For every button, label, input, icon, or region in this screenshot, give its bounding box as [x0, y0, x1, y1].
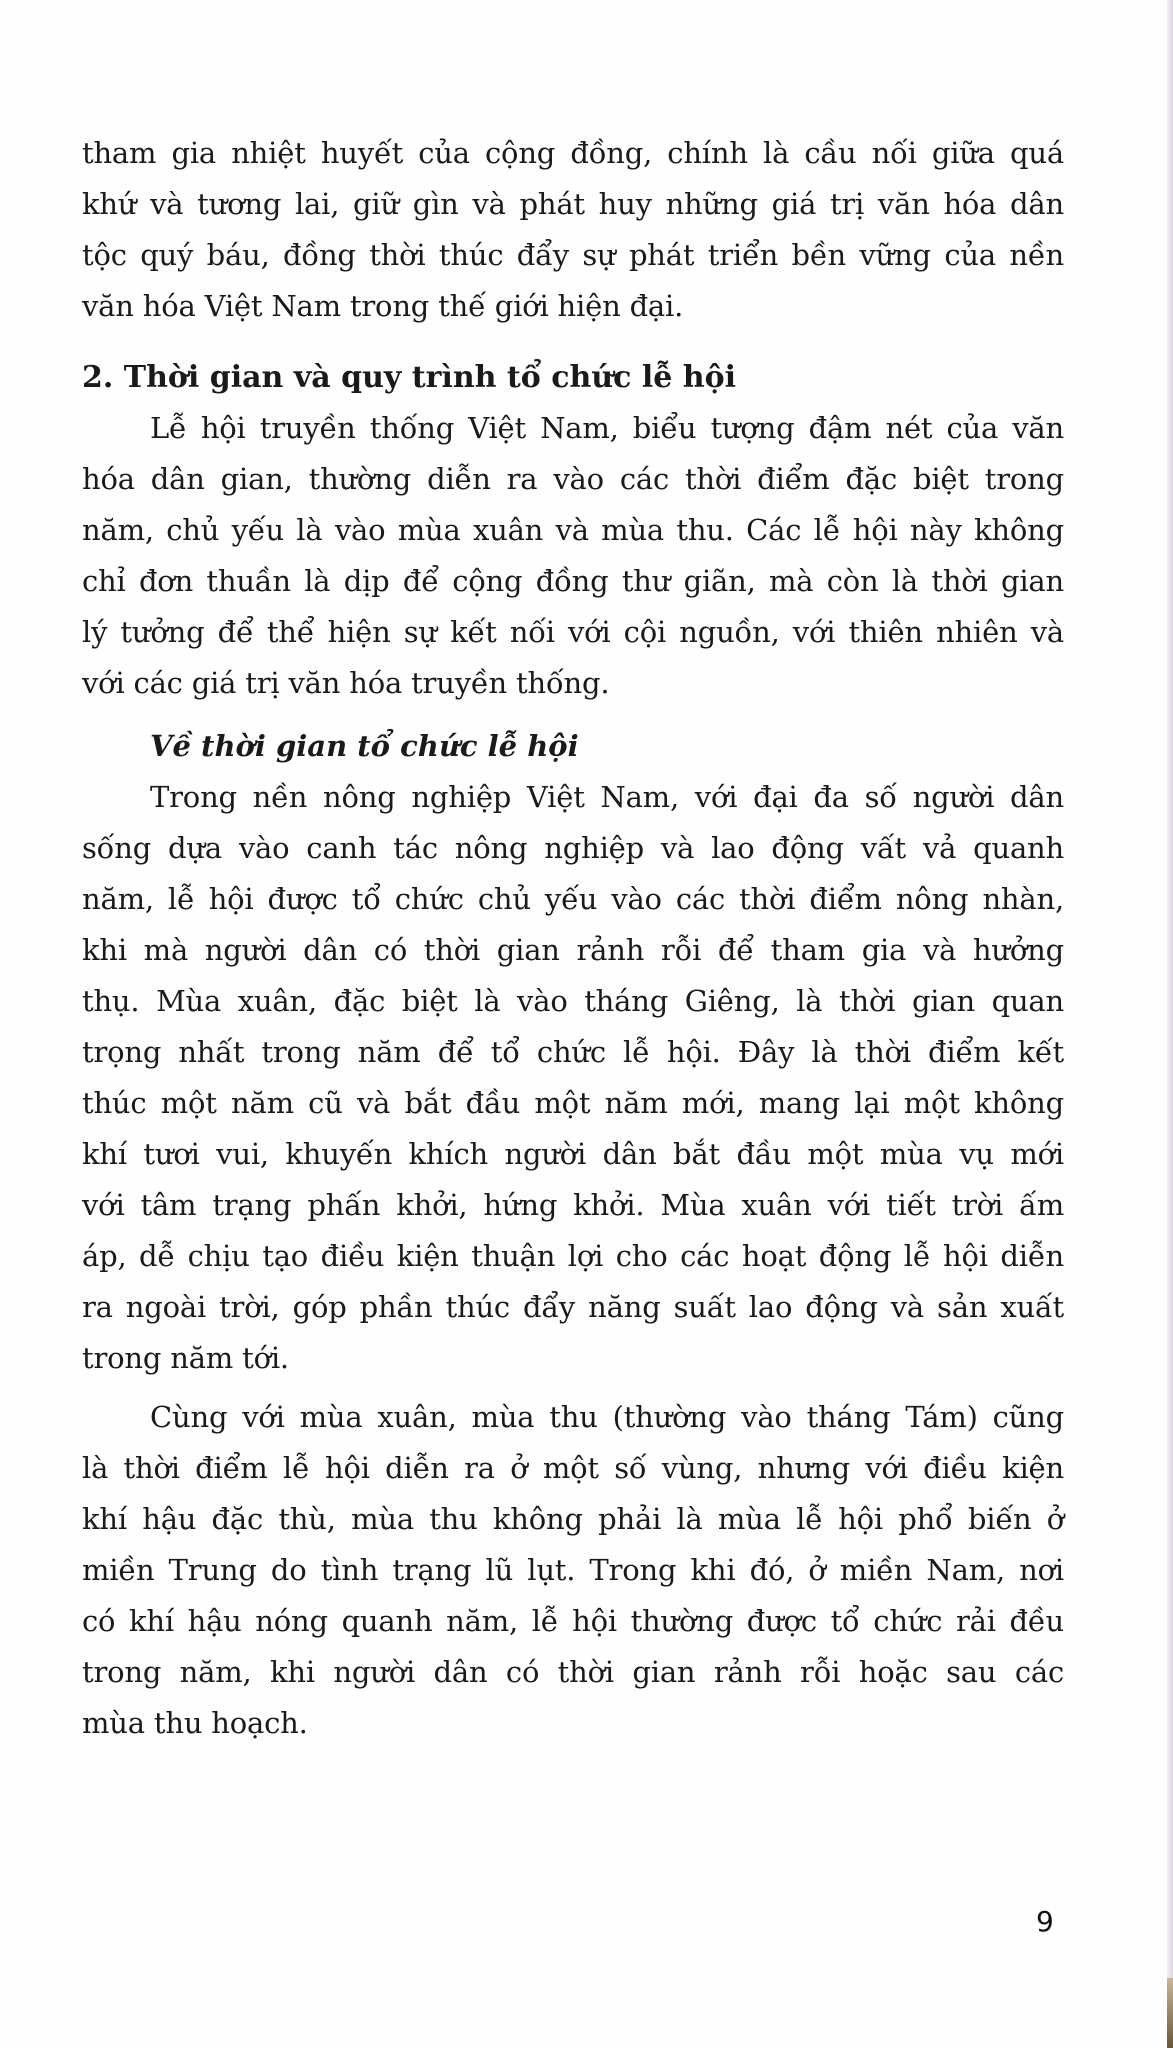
- subsection-heading: Về thời gian tổ chức lễ hội: [150, 729, 579, 763]
- section-heading: 2. Thời gian và quy trình tổ chức lễ hội: [82, 360, 736, 395]
- text-line: áp, dễ chịu tạo điều kiện thuận lợi cho các hoạt động lễ hội diễn: [82, 1239, 1064, 1273]
- text-line: là thời điểm lễ hội diễn ra ở một số vùng, nhưng với điều kiện: [82, 1451, 1064, 1485]
- paragraph-section-intro: [82, 403, 1064, 709]
- page-edge: [1167, 0, 1173, 2048]
- page-number: 9: [1036, 1905, 1054, 1938]
- text-line: Trong nền nông nghiệp Việt Nam, với đại đa số người dân: [150, 780, 1064, 814]
- text-line: trong năm tới.: [82, 1341, 289, 1375]
- text-line: ra ngoài trời, góp phần thúc đẩy năng suất lao động và sản xuất: [82, 1290, 1064, 1324]
- text-line: khứ và tương lai, giữ gìn và phát huy những giá trị văn hóa dân: [82, 187, 1064, 221]
- text-line: năm, lễ hội được tổ chức chủ yếu vào các thời điểm nông nhàn,: [82, 882, 1064, 916]
- text-line: năm, chủ yếu là vào mùa xuân và mùa thu. Các lễ hội này không: [82, 513, 1064, 547]
- text-line: với tâm trạng phấn khởi, hứng khởi. Mùa xuân với tiết trời ấm: [82, 1188, 1064, 1222]
- text-line: có khí hậu nóng quanh năm, lễ hội thường được tổ chức rải đều: [82, 1604, 1064, 1638]
- text-line: tham gia nhiệt huyết của cộng đồng, chính là cầu nối giữa quá: [82, 136, 1064, 170]
- text-line: khí tươi vui, khuyến khích người dân bắt đầu một mùa vụ mới: [82, 1137, 1064, 1171]
- text-line: mùa thu hoạch.: [82, 1706, 308, 1740]
- text-line: tộc quý báu, đồng thời thúc đẩy sự phát triển bền vững của nền: [82, 238, 1064, 272]
- text-line: hóa dân gian, thường diễn ra vào các thời điểm đặc biệt trong: [82, 462, 1064, 496]
- text-line: miền Trung do tình trạng lũ lụt. Trong khi đó, ở miền Nam, nơi: [82, 1553, 1064, 1587]
- text-line: lý tưởng để thể hiện sự kết nối với cội nguồn, với thiên nhiên và: [82, 615, 1064, 649]
- text-line: khi mà người dân có thời gian rảnh rỗi để tham gia và hưởng: [82, 933, 1064, 967]
- text-line: với các giá trị văn hóa truyền thống.: [82, 666, 610, 700]
- page-content: [82, 128, 1064, 1749]
- text-line: trọng nhất trong năm để tổ chức lễ hội. Đây là thời điểm kết: [82, 1035, 1064, 1069]
- text-line: trong năm, khi người dân có thời gian rảnh rỗi hoặc sau các: [82, 1655, 1064, 1689]
- text-line: Lễ hội truyền thống Việt Nam, biểu tượng đậm nét của văn: [150, 411, 1064, 445]
- text-line: thụ. Mùa xuân, đặc biệt là vào tháng Giêng, là thời gian quan: [82, 984, 1064, 1018]
- paragraph-intro: [82, 128, 1064, 332]
- paragraph-autumn: [82, 1392, 1064, 1749]
- paragraph-festival-time: [82, 772, 1064, 1384]
- text-line: chỉ đơn thuần là dịp để cộng đồng thư giãn, mà còn là thời gian: [82, 564, 1064, 598]
- page-edge-shadow: [1167, 1978, 1173, 2048]
- text-line: Cùng với mùa xuân, mùa thu (thường vào tháng Tám) cũng: [150, 1400, 1064, 1434]
- text-line: thúc một năm cũ và bắt đầu một năm mới, mang lại một không: [82, 1086, 1064, 1120]
- text-line: khí hậu đặc thù, mùa thu không phải là mùa lễ hội phổ biến ở: [82, 1502, 1064, 1536]
- text-line: văn hóa Việt Nam trong thế giới hiện đại.: [82, 289, 684, 323]
- text-line: sống dựa vào canh tác nông nghiệp và lao động vất vả quanh: [82, 831, 1064, 865]
